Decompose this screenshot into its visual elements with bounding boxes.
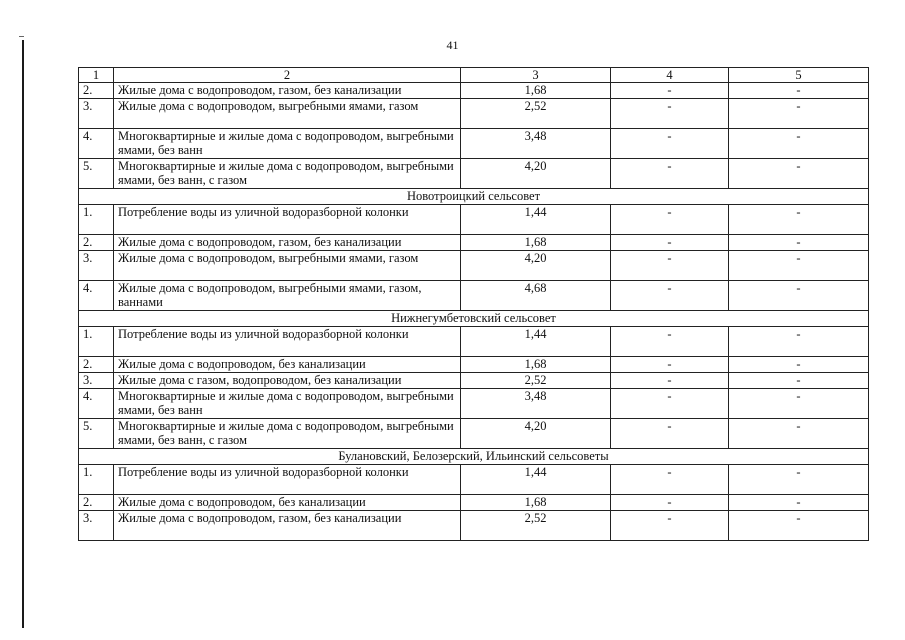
table-row [79, 511, 869, 541]
row-col5-value: - [729, 83, 869, 99]
page-number: 41 [446, 38, 459, 52]
row-col4-value: - [611, 327, 729, 357]
row-description: Жилые дома с водопроводом, выгребными ямами, газом, ваннами [114, 281, 461, 311]
row-col4-value: - [611, 419, 729, 449]
row-description: Жилые дома с водопроводом, без канализации [114, 357, 461, 373]
row-number: 1. [79, 327, 114, 357]
table-row [79, 281, 869, 311]
row-description: Жилые дома с водопроводом, выгребными ямами, газом [114, 99, 461, 129]
row-col5-value: - [729, 357, 869, 373]
row-norm-value: 2,52 [461, 99, 611, 129]
row-number: 5. [79, 419, 114, 449]
row-col4-value: - [611, 129, 729, 159]
row-col4-value: - [611, 235, 729, 251]
column-header-1: 1 [79, 68, 114, 83]
section-heading: Булановский, Белозерский, Ильинский сельсоветы [79, 449, 869, 465]
row-description: Потребление воды из уличной водоразборной колонки [114, 327, 461, 357]
table-row [79, 129, 869, 159]
row-norm-value: 2,52 [461, 511, 611, 541]
row-description: Многоквартирные и жилые дома с водопроводом, выгребными ямами, без ванн, с газом [114, 159, 461, 189]
row-col5-value: - [729, 281, 869, 311]
table-row [79, 83, 869, 99]
table-row [79, 99, 869, 129]
row-norm-value: 4,20 [461, 419, 611, 449]
row-description: Многоквартирные и жилые дома с водопроводом, выгребными ямами, без ванн [114, 389, 461, 419]
row-norm-value: 1,44 [461, 205, 611, 235]
row-col4-value: - [611, 511, 729, 541]
column-header-4: 4 [611, 68, 729, 83]
row-number: 2. [79, 495, 114, 511]
row-col5-value: - [729, 159, 869, 189]
table-row [79, 495, 869, 511]
row-norm-value: 1,44 [461, 327, 611, 357]
row-col4-value: - [611, 357, 729, 373]
row-col5-value: - [729, 419, 869, 449]
section-heading-row [79, 449, 869, 465]
row-description: Жилые дома с водопроводом, газом, без канализации [114, 83, 461, 99]
row-col4-value: - [611, 83, 729, 99]
row-number: 1. [79, 465, 114, 495]
row-description: Жилые дома с водопроводом, без канализации [114, 495, 461, 511]
row-col4-value: - [611, 281, 729, 311]
row-col5-value: - [729, 327, 869, 357]
row-col5-value: - [729, 389, 869, 419]
table-row [79, 357, 869, 373]
row-col5-value: - [729, 235, 869, 251]
row-col5-value: - [729, 129, 869, 159]
row-norm-value: 1,68 [461, 495, 611, 511]
row-description: Потребление воды из уличной водоразборной колонки [114, 465, 461, 495]
row-number: 5. [79, 159, 114, 189]
row-col5-value: - [729, 99, 869, 129]
row-norm-value: 4,20 [461, 159, 611, 189]
section-heading: Новотроицкий сельсовет [79, 189, 869, 205]
row-norm-value: 3,48 [461, 129, 611, 159]
row-col5-value: - [729, 205, 869, 235]
row-description: Многоквартирные и жилые дома с водопроводом, выгребными ямами, без ванн [114, 129, 461, 159]
row-col5-value: - [729, 495, 869, 511]
section-heading-row [79, 311, 869, 327]
row-norm-value: 4,68 [461, 281, 611, 311]
row-number: 4. [79, 281, 114, 311]
row-number: 4. [79, 129, 114, 159]
row-norm-value: 1,44 [461, 465, 611, 495]
row-col4-value: - [611, 373, 729, 389]
table-row [79, 373, 869, 389]
row-norm-value: 1,68 [461, 357, 611, 373]
column-header-2: 2 [114, 68, 461, 83]
row-number: 3. [79, 99, 114, 129]
row-norm-value: 2,52 [461, 373, 611, 389]
row-col4-value: - [611, 159, 729, 189]
row-col5-value: - [729, 373, 869, 389]
row-number: 2. [79, 235, 114, 251]
table-row [79, 419, 869, 449]
row-description: Многоквартирные и жилые дома с водопроводом, выгребными ямами, без ванн, с газом [114, 419, 461, 449]
row-col5-value: - [729, 251, 869, 281]
row-norm-value: 4,20 [461, 251, 611, 281]
row-col4-value: - [611, 465, 729, 495]
row-description: Потребление воды из уличной водоразборной колонки [114, 205, 461, 235]
row-norm-value: 3,48 [461, 389, 611, 419]
table-row [79, 389, 869, 419]
row-description: Жилые дома с водопроводом, газом, без канализации [114, 235, 461, 251]
row-description: Жилые дома с газом, водопроводом, без канализации [114, 373, 461, 389]
row-number: 4. [79, 389, 114, 419]
row-col5-value: - [729, 465, 869, 495]
water-norms-table [78, 67, 869, 541]
row-norm-value: 1,68 [461, 235, 611, 251]
row-col5-value: - [729, 511, 869, 541]
table-row [79, 327, 869, 357]
section-heading: Нижнегумбетовский сельсовет [79, 311, 869, 327]
column-header-3: 3 [461, 68, 611, 83]
row-number: 2. [79, 83, 114, 99]
row-number: 3. [79, 251, 114, 281]
section-heading-row [79, 189, 869, 205]
row-number: 2. [79, 357, 114, 373]
row-norm-value: 1,68 [461, 83, 611, 99]
margin-tick [19, 36, 24, 37]
row-col4-value: - [611, 205, 729, 235]
table-header-row [79, 68, 869, 83]
row-description: Жилые дома с водопроводом, выгребными ямами, газом [114, 251, 461, 281]
row-number: 3. [79, 373, 114, 389]
row-number: 1. [79, 205, 114, 235]
table-row [79, 235, 869, 251]
row-col4-value: - [611, 495, 729, 511]
row-col4-value: - [611, 251, 729, 281]
table-row [79, 251, 869, 281]
row-description: Жилые дома с водопроводом, газом, без канализации [114, 511, 461, 541]
row-col4-value: - [611, 389, 729, 419]
table-row [79, 465, 869, 495]
row-col4-value: - [611, 99, 729, 129]
row-number: 3. [79, 511, 114, 541]
left-margin-rule [22, 40, 24, 628]
table-row [79, 205, 869, 235]
column-header-5: 5 [729, 68, 869, 83]
table-row [79, 159, 869, 189]
